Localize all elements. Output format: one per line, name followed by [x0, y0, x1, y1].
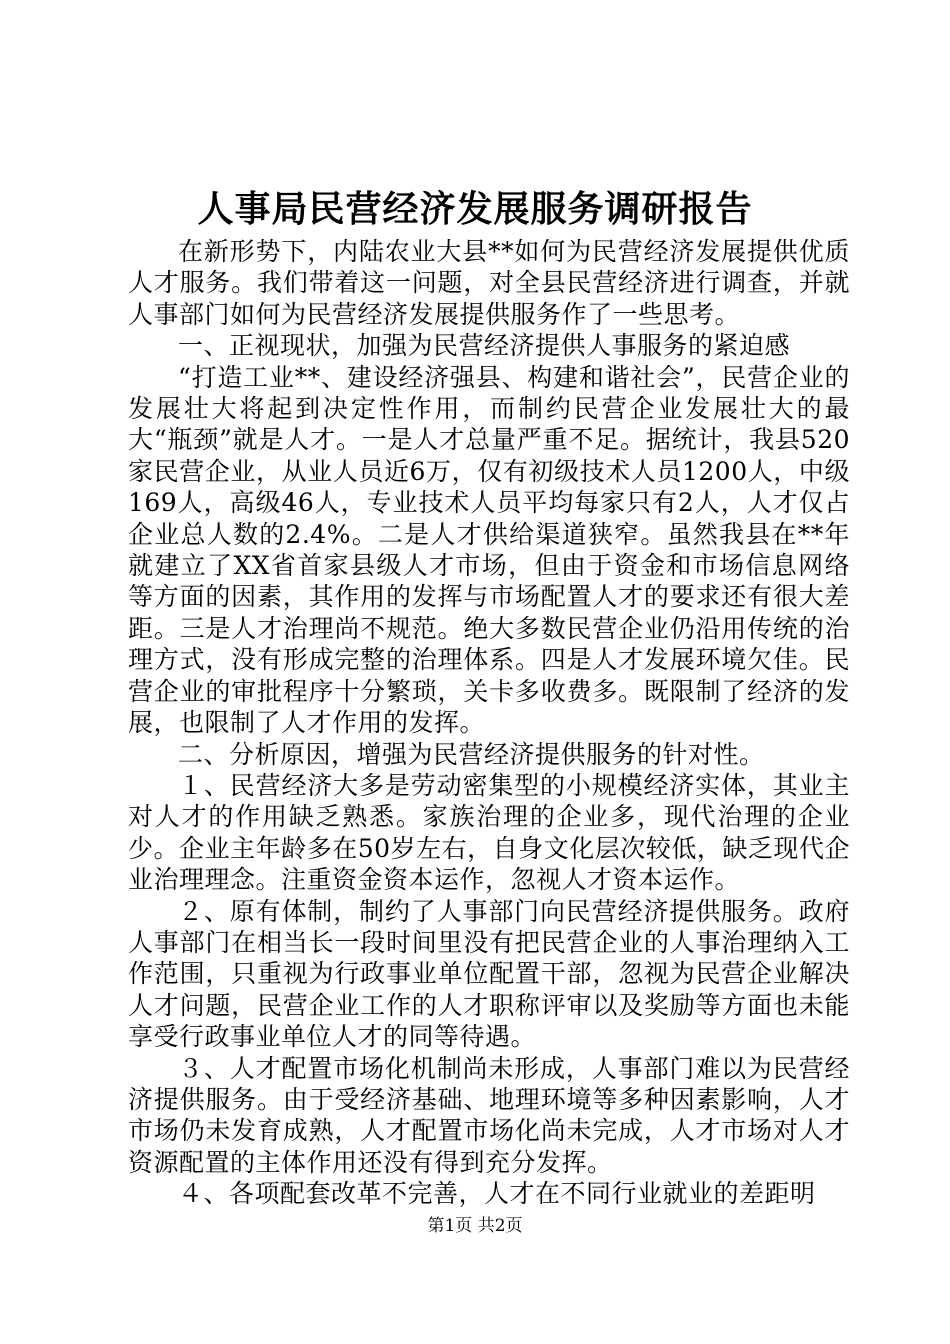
document-body: [128, 236, 850, 1210]
document-title: 人事局民营经济发展服务调研报告: [197, 188, 753, 230]
page-number-footer: 第1页 共2页: [427, 1216, 523, 1236]
paragraph-intro: 在新形势下，内陆农业大县**如何为民营经济发展提供优质人才服务。我们带着这一问题，对全县民营经济进行调查，并就人事部门如何为民营经济发展提供服务作了一些思考。: [128, 237, 850, 329]
paragraph-reason-4: ４、各项配套改革不完善，人才在不同行业就业的差距明: [178, 1179, 816, 1209]
paragraph-reason-3: ３、人才配置市场化机制尚未形成，人事部门难以为民营经济提供服务。由于受经济基础、地理环境等多种因素影响，人才市场仍未发育成熟，人才配置市场化尚未完成，人才市场对人才资源配置的主体作用还没有得到充分发挥。: [128, 1053, 850, 1177]
paragraph-current-situation: “打造工业**、建设经济强县、构建和谐社会”，民营企业的发展壮大将起到决定性作用，而制约民营企业发展壮大的最大“瓶颈”就是人才。一是人才总量严重不足。据统计，我县520家民营企业，从业人员近6万，仅有初级技术人员1200人，中级169人，高级46人，专业技术人员平均每家只有2人，人才仅占企业总人数的2.4%。二是人才供给渠道狭窄。虽然我县在**年就建立了XX省首家县级人才市场，但由于资金和市场信息网络等方面的因素，其作用的发挥与市场配置人才的要求还有很大差距。三是人才治理尚不规范。绝大多数民营企业仍沿用传统的治理方式，没有形成完整的治理体系。四是人才发展环境欠佳。民营企业的审批程序十分繁琐，关卡多收费多。既限制了经济的发展，也限制了人才作用的发挥。: [128, 362, 850, 738]
section-heading-1: 一、正视现状，加强为民营经济提供人事服务的紧迫感: [178, 331, 791, 361]
section-heading-2: 二、分析原因，增强为民营经济提供服务的针对性。: [178, 739, 765, 769]
paragraph-reason-2: ２、原有体制，制约了人事部门向民营经济提供服务。政府人事部门在相当长一段时间里没有把民营企业的人事治理纳入工作范围，只重视为行政事业单位配置干部，忽视为民营企业解决人才问题，民营企业工作的人才职称评审以及奖励等方面也未能享受行政事业单位人才的同等待遇。: [128, 896, 850, 1052]
paragraph-reason-1: １、民营经济大多是劳动密集型的小规模经济实体，其业主对人才的作用缺乏熟悉。家族治理的企业多，现代治理的企业少。企业主年龄多在50岁左右，自身文化层次较低，缺乏现代企业治理理念。注重资金资本运作，忽视人才资本运作。: [128, 770, 850, 895]
